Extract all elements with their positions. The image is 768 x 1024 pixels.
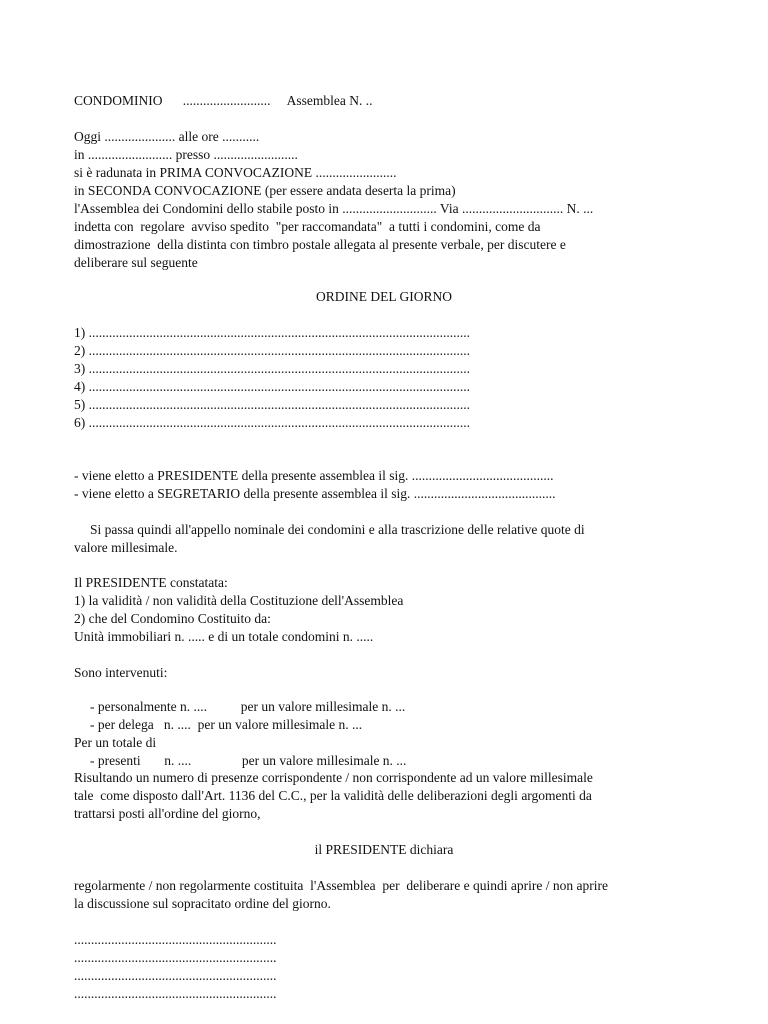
intro-line: deliberare sul seguente — [74, 255, 198, 270]
roll-call-line: Si passa quindi all'appello nominale dei condomini e alla trascrizione delle relative quote di — [90, 522, 585, 537]
footer-dotted-line: ............................................................ — [74, 986, 277, 1001]
agenda-heading: ORDINE DEL GIORNO — [316, 289, 452, 304]
attendance-total-label: Per un totale di — [74, 735, 157, 750]
declaration-heading: il PRESIDENTE dichiara — [314, 842, 454, 857]
intro-line: in SECONDA CONVOCAZIONE (per essere andata deserta la prima) — [74, 183, 456, 198]
intro-line: dimostrazione della distinta con timbro postale allegata al presente verbale, per discutere e — [74, 237, 566, 252]
footer-dotted-line: ............................................................ — [74, 932, 277, 947]
attendance-heading: Sono intervenuti: — [74, 665, 168, 680]
findings-line: 1) la validità / non validità della Costituzione dell'Assemblea — [74, 593, 404, 608]
intro-line: l'Assemblea dei Condomini dello stabile posto in ............................ Via .............................. N. ... — [74, 201, 594, 216]
findings-line: Il PRESIDENTE constatata: — [74, 575, 228, 590]
attendance-result-line: tale come disposto dall'Art. 1136 del C.C., per la validità delle deliberazioni degli argomenti da — [74, 788, 592, 803]
intro-line: si è radunata in PRIMA CONVOCAZIONE ........................ — [74, 165, 397, 180]
attendance-present-line: - presenti n. .... per un valore millesimale n. ... — [90, 753, 407, 768]
attendance-result-line: Risultando un numero di presenze corrispondente / non corrispondente ad un valore millesimale — [74, 770, 593, 785]
agenda-item: 2) ................................................................................................................. — [74, 343, 470, 358]
attendance-proxy-line: - per delega n. .... per un valore millesimale n. ... — [90, 717, 363, 732]
intro-line: indetta con regolare avviso spedito "per raccomandata" a tutti i condomini, come da — [74, 219, 541, 234]
intro-line: Oggi ..................... alle ore ........... — [74, 129, 260, 144]
president-election-line: - viene eletto a PRESIDENTE della presente assemblea il sig. .......................................... — [74, 468, 554, 483]
agenda-item: 4) ................................................................................................................. — [74, 379, 470, 394]
agenda-item: 6) ................................................................................................................. — [74, 415, 470, 430]
intro-line: in ......................... presso ......................... — [74, 147, 298, 162]
condominio-header-line: CONDOMINIO .......................... Assemblea N. .. — [74, 93, 373, 108]
agenda-item: 1) ................................................................................................................. — [74, 325, 470, 340]
agenda-item: 5) ................................................................................................................. — [74, 397, 470, 412]
agenda-item: 3) ................................................................................................................. — [74, 361, 470, 376]
attendance-result-line: trattarsi posti all'ordine del giorno, — [74, 806, 261, 821]
footer-dotted-line: ............................................................ — [74, 950, 277, 965]
declaration-line: la discussione sul sopracitato ordine del giorno. — [74, 896, 331, 911]
footer-dotted-line: ............................................................ — [74, 968, 277, 983]
attendance-personal-line: - personalmente n. .... per un valore millesimale n. ... — [90, 699, 406, 714]
secretary-election-line: - viene eletto a SEGRETARIO della presente assemblea il sig. .......................................... — [74, 486, 556, 501]
declaration-line: regolarmente / non regolarmente costituita l'Assemblea per deliberare e quindi aprire / non aprire — [74, 878, 608, 893]
findings-line: Unità immobiliari n. ..... e di un totale condomini n. ..... — [74, 629, 374, 644]
roll-call-line: valore millesimale. — [74, 540, 178, 555]
findings-line: 2) che del Condomino Costituito da: — [74, 611, 271, 626]
